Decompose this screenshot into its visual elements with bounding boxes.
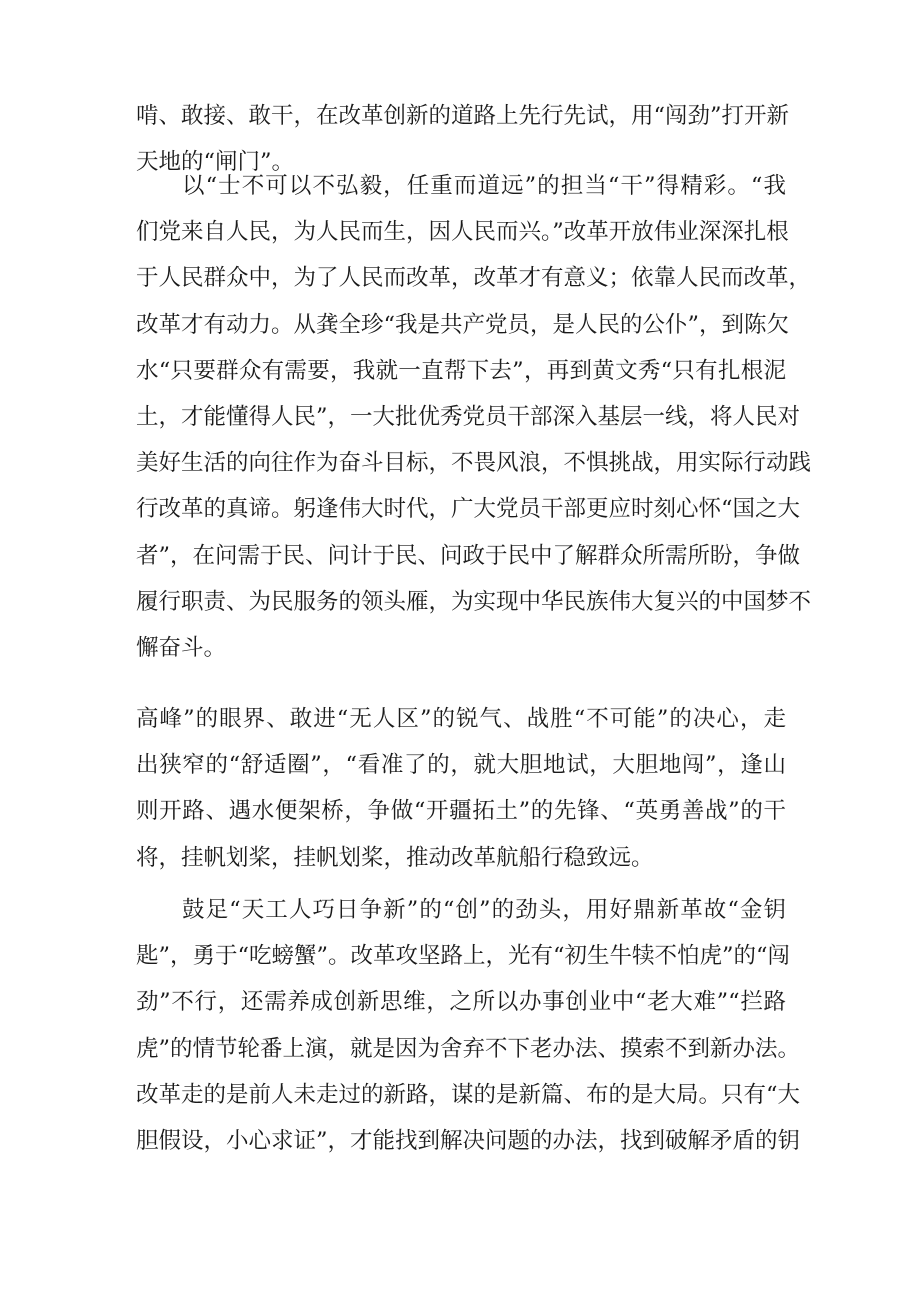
text-line: 出狭窄的“舒适圈”，“看准了的，就大胆地试，大胆地闯”，逢山	[136, 752, 786, 779]
text-line: 以“士不可以不弘毅，任重而道远”的担当“干”得精彩。“我	[182, 173, 786, 199]
text-line: 土，才能懂得人民”，一大批优秀党员干部深入基层一线，将人民对	[136, 403, 801, 430]
paragraph-4	[136, 887, 801, 1164]
text-line: 于人民群众中，为了人民而改革，改革才有意义；依靠人民而改革，	[136, 265, 812, 292]
text-line: 水“只要群众有需要，我就一直帮下去”，再到黄文秀“只有扎根泥	[136, 357, 786, 384]
text-line: 胆假设，小心求证”，才能找到解决问题的办法，找到破解矛盾的钥	[136, 1127, 801, 1154]
text-line: 改革走的是前人未走过的新路，谋的是新篇、布的是大局。只有“大	[136, 1081, 801, 1108]
text-line: 们党来自人民，为人民而生，因人民而兴。”改革开放伟业深深扎根	[136, 219, 789, 246]
text-line: 高峰”的眼界、敢进“无人区”的锐气、战胜“不可能”的决心，走	[136, 706, 786, 732]
text-line: 将，挂帆划桨，挂帆划桨，推动改革航船行稳致远。	[136, 844, 654, 871]
text-line: 劲”不行，还需养成创新思维，之所以办事创业中“老大难”“拦路	[136, 989, 786, 1016]
text-line: 懈奋斗。	[136, 634, 227, 661]
text-line: 啃、敢接、敢干，在改革创新的道路上先行先试，用“闯劲”打开新	[136, 103, 790, 129]
text-line: 匙”，勇于“吃螃蟹”。改革攻坚路上，光有“初生牛犊不怕虎”的“闯	[136, 943, 791, 970]
text-line: 天地的“闸门”。	[136, 149, 295, 176]
paragraph-3	[136, 696, 786, 881]
text-line: 履行职责、为民服务的领头雁，为实现中华民族伟大复兴的中国梦不	[136, 588, 812, 615]
text-line: 行改革的真谛。躬逢伟大时代，广大党员干部更应时刻心怀“国之大	[136, 496, 801, 523]
text-line: 美好生活的向往作为奋斗目标，不畏风浪，不惧挑战，用实际行动践	[136, 450, 812, 477]
text-line: 者”，在问需于民、问计于民、问政于民中了解群众所需所盼，争做	[136, 542, 801, 569]
text-line: 鼓足“天工人巧日争新”的“创”的劲头，用好鼎新革故“金钥	[182, 897, 786, 923]
text-line: 虎”的情节轮番上演，就是因为舍弃不下老办法、摸索不到新办法。	[136, 1035, 801, 1062]
text-line: 则开路、遇水便架桥，争做“开疆拓土”的先锋、“英勇善战”的干	[136, 798, 786, 825]
text-line: 改革才有动力。从龚全珍“我是共产党员，是人民的公仆”，到陈欠	[136, 311, 790, 338]
paragraph-2	[136, 163, 812, 671]
